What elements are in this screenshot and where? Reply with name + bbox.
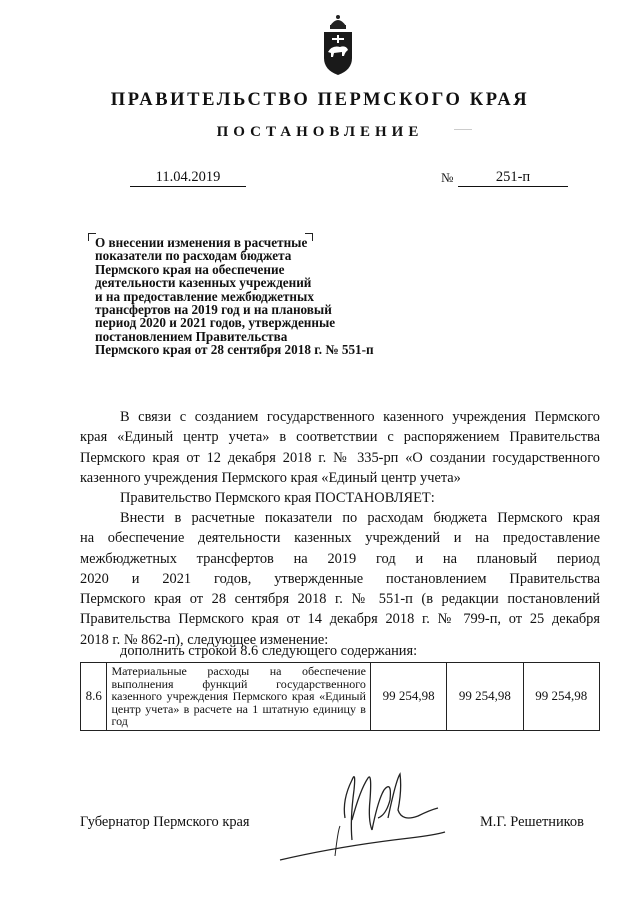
value-2019: 99 254,98 bbox=[370, 663, 446, 731]
title-line: О внесении изменения в расчетные bbox=[95, 235, 308, 250]
text-line: на обеспечение деятельности казенных учреждений и на предоставление bbox=[80, 530, 600, 547]
document-title bbox=[95, 236, 445, 357]
text-line: Правительства Пермского края от 14 декабря 2018 г. № 799-п, от 25 декабря bbox=[80, 611, 600, 628]
text-line: 2020 и 2021 годов, утвержденные постановлением Правительства bbox=[80, 570, 600, 587]
value-2021: 99 254,98 bbox=[523, 663, 599, 731]
signatory-position: Губернатор Пермского края bbox=[80, 814, 250, 830]
title-line: и на предоставление межбюджетных bbox=[95, 288, 314, 304]
title-line: деятельности казенных учреждений bbox=[95, 275, 312, 291]
paragraph-amendment bbox=[80, 508, 600, 650]
paragraph-resolves bbox=[80, 488, 600, 508]
paragraph-preamble bbox=[80, 407, 600, 488]
amendment-table bbox=[80, 662, 600, 731]
text-line: 2018 г. № 862-п), следующее изменение: bbox=[80, 631, 329, 648]
document-date: 11.04.2019 bbox=[130, 168, 246, 187]
text-line: Пермского края от 12 декабря 2018 г. № 335-рп «О создании государственного bbox=[80, 449, 600, 466]
text-line: Пермского края от 28 сентября 2018 г. № 551-п (в редакции постановлений bbox=[80, 591, 600, 608]
authority-title: ПРАВИТЕЛЬСТВО ПЕРМСКОГО КРАЯ bbox=[110, 90, 530, 110]
value-2020: 99 254,98 bbox=[447, 663, 523, 731]
coat-of-arms-icon bbox=[318, 12, 358, 78]
title-line: трансфертов на 2019 год и на плановый bbox=[95, 302, 332, 318]
table-row bbox=[81, 663, 600, 731]
document-type: ПОСТАНОВЛЕНИЕ bbox=[216, 124, 424, 140]
text-line: края «Единый центр учета» в соответствии с распоряжением Правительства bbox=[80, 429, 600, 446]
handwritten-signature bbox=[260, 760, 450, 880]
number-label: № bbox=[441, 170, 454, 185]
title-line: показатели по расходам бюджета bbox=[95, 248, 292, 264]
title-line: период 2020 и 2021 годов, утвержденные bbox=[95, 315, 336, 331]
title-line: Пермского края на обеспечение bbox=[95, 261, 285, 277]
title-line: Пермского края от 28 сентября 2018 г. № 551-п bbox=[95, 342, 374, 358]
scan-mark bbox=[454, 129, 472, 130]
signatory-name: М.Г. Решетников bbox=[480, 814, 584, 830]
title-line: постановлением Правительства bbox=[95, 328, 288, 344]
document-number: 251-п bbox=[458, 168, 568, 187]
text-line: В связи с созданием государственного казенного учреждения Пермского bbox=[120, 409, 600, 425]
row-number: 8.6 bbox=[81, 663, 107, 731]
paragraph-addition bbox=[80, 641, 600, 661]
text-line: дополнить строкой 8.6 следующего содержания: bbox=[120, 643, 418, 659]
text-line: казенного учреждения Пермского края «Единый центр учета» bbox=[80, 469, 461, 486]
text-line: Внести в расчетные показатели по расходам бюджета Пермского края bbox=[120, 510, 600, 526]
text-line: межбюджетных трансфертов на 2019 год и на плановый период bbox=[80, 550, 600, 567]
row-description: Материальные расходы на обеспечение выполнения функций государственного казенного учреждения Пермского края «Единый центр учета» в расчете на 1 штатную единицу в год bbox=[107, 663, 370, 731]
text-line: Правительство Пермского края ПОСТАНОВЛЯЕТ: bbox=[120, 490, 435, 506]
